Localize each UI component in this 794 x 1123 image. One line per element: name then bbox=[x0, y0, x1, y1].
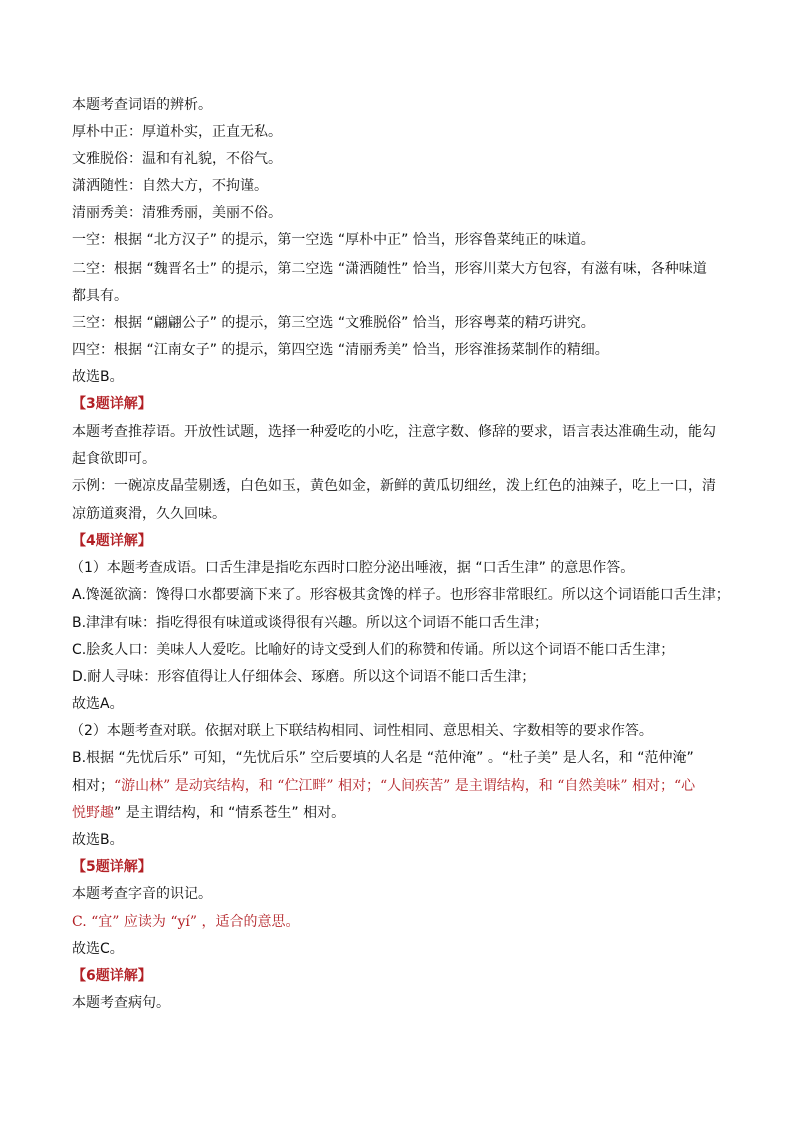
text-line: 示例：一碗凉皮晶莹剔透，白色如玉，黄色如金，新鲜的黄瓜切细丝，泼上红色的油辣子，吃上一口，清 bbox=[72, 478, 716, 494]
text-line: 本题考查病句。 bbox=[72, 995, 170, 1011]
text-line: （2）本题考查对联。依据对联上下联结构相同、词性相同、意思相关、字数相等的要求作答。 bbox=[70, 723, 653, 739]
text-line bbox=[72, 777, 695, 795]
text-line: 故选A。 bbox=[72, 696, 124, 712]
text-line: 本题考查推荐语。开放性试题，选择一种爱吃的小吃，注意字数、修辞的要求，语言表达准确生动，能勾 bbox=[72, 424, 716, 440]
text-line: 文雅脱俗：温和有礼貌，不俗气。 bbox=[72, 151, 282, 167]
text-segment-highlight: 悦野趣 bbox=[72, 805, 114, 821]
text-line: 清丽秀美：清雅秀丽，美丽不俗。 bbox=[72, 205, 282, 221]
text-line: 凉筋道爽滑，久久回味。 bbox=[72, 506, 226, 522]
text-line: 厚朴中正：厚道朴实，正直无私。 bbox=[72, 124, 282, 140]
text-line: 四空：根据 “江南女子” 的提示，第四空选 “清丽秀美” 恰当，形容淮扬菜制作的精细。 bbox=[72, 342, 609, 358]
text-line: 故选B。 bbox=[72, 369, 124, 385]
text-line bbox=[72, 804, 345, 822]
section-heading: 【3题详解】 bbox=[72, 396, 152, 412]
text-line: 故选B。 bbox=[72, 832, 124, 848]
text-segment: 相对； bbox=[72, 778, 114, 794]
section-heading: 【6题详解】 bbox=[72, 968, 152, 984]
text-line: 本题考查字音的识记。 bbox=[72, 886, 212, 902]
text-line: （1）本题考查成语。口舌生津是指吃东西时口腔分泌出唾液，据 “口舌生津” 的意思作答。 bbox=[70, 560, 635, 576]
section-heading: 【5题详解】 bbox=[72, 859, 152, 875]
text-line: 潇洒随性：自然大方，不拘谨。 bbox=[72, 178, 268, 194]
text-line: D.耐人寻味：形容值得让人仔细体会、琢磨。所以这个词语不能口舌生津； bbox=[72, 669, 536, 685]
text-line: 三空：根据 “翩翩公子” 的提示，第三空选 “文雅脱俗” 恰当，形容粤菜的精巧讲究。 bbox=[72, 315, 595, 331]
text-line: 起食欲即可。 bbox=[72, 451, 156, 467]
text-segment: ” 是主谓结构，和 “情系苍生” 相对。 bbox=[114, 805, 346, 821]
text-line: 本题考查词语的辨析。 bbox=[72, 97, 212, 113]
text-segment-highlight: “游山林” 是动宾结构，和 “伫江畔” 相对；“人间疾苦” 是主谓结构，和 “自然美味” 相对；“心 bbox=[114, 778, 696, 794]
text-line-highlight: C. “宜” 应读为 “yí” ，适合的意思。 bbox=[72, 914, 300, 930]
text-line: B.根据 “先忧后乐” 可知，“先忧后乐” 空后要填的人名是 “范仲淹” 。“杜子美” 是人名，和 “范仲淹” bbox=[72, 750, 694, 766]
text-line: 都具有。 bbox=[72, 288, 128, 304]
text-line: B.津津有味：指吃得很有味道或谈得很有兴趣。所以这个词语不能口舌生津； bbox=[72, 615, 549, 631]
text-line: 一空：根据 “北方汉子” 的提示，第一空选 “厚朴中正” 恰当，形容鲁菜纯正的味道。 bbox=[72, 232, 595, 248]
text-line: A.馋涎欲滴：馋得口水都要滴下来了。形容极其贪馋的样子。也形容非常眼红。所以这个词语能口舌生津； bbox=[72, 587, 730, 603]
section-heading: 【4题详解】 bbox=[72, 533, 152, 549]
text-line: C.脍炙人口：美味人人爱吃。比喻好的诗文受到人们的称赞和传诵。所以这个词语不能口舌生津； bbox=[72, 642, 675, 658]
text-line: 故选C。 bbox=[72, 941, 124, 957]
text-line: 二空：根据 “魏晋名士” 的提示，第二空选 “潇洒随性” 恰当，形容川菜大方包容，有滋有味，各种味道 bbox=[72, 261, 707, 277]
